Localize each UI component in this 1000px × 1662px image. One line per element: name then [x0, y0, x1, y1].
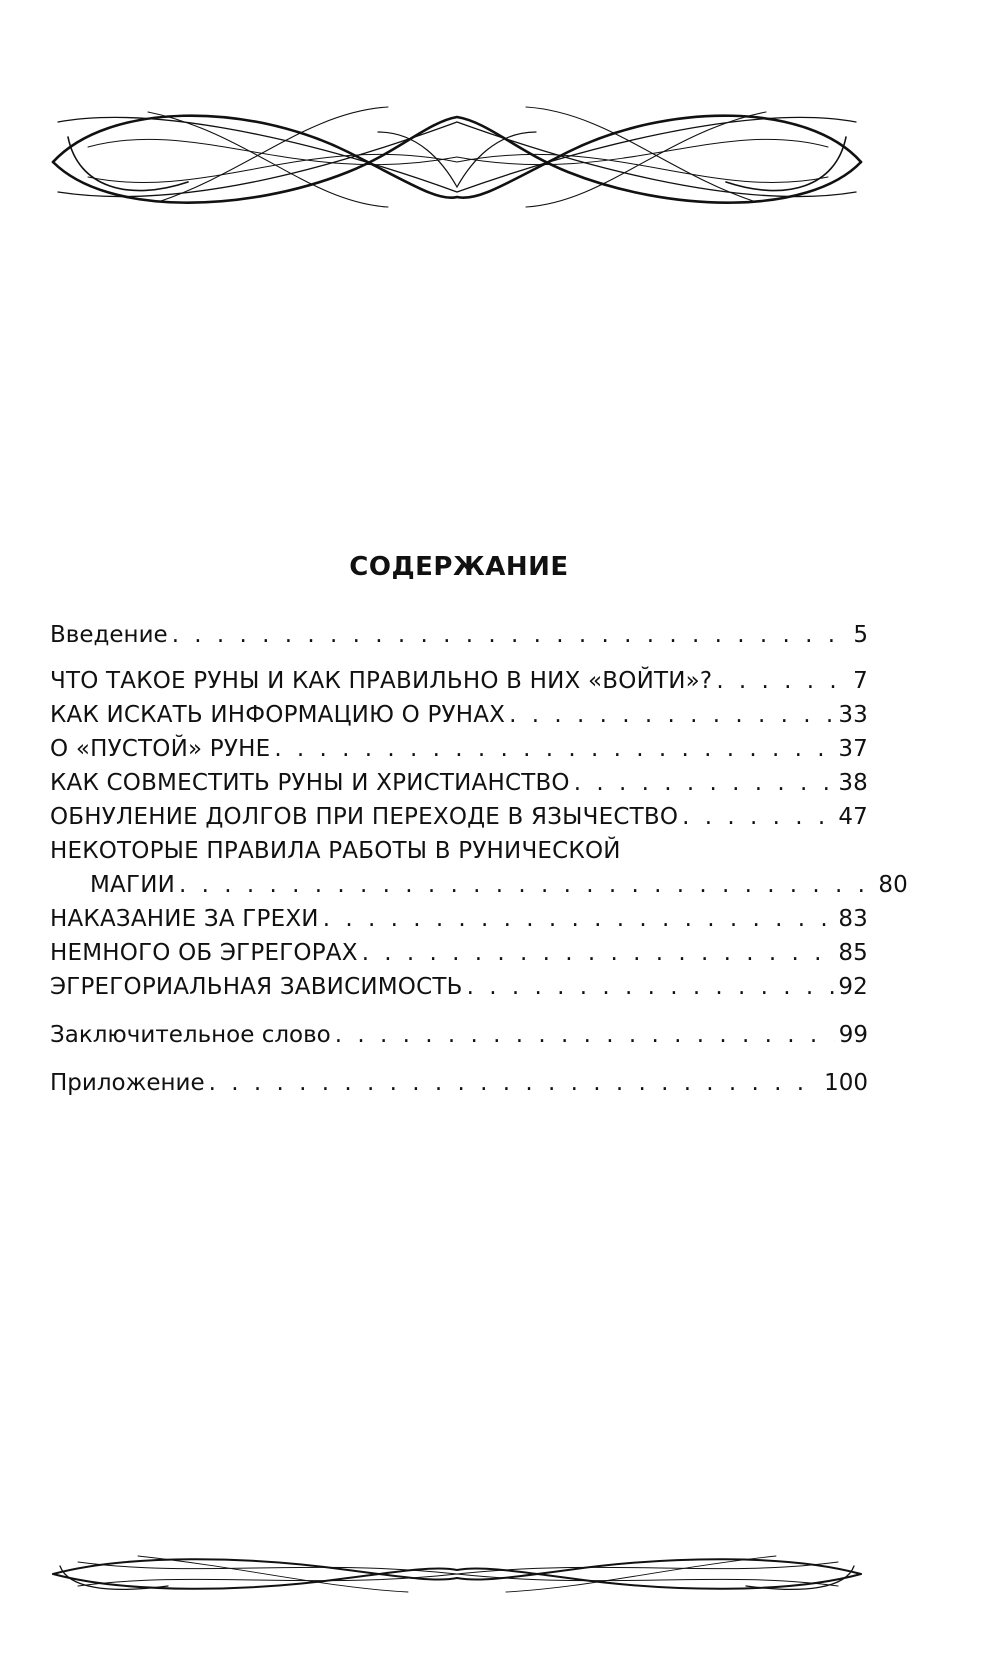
dot-leader	[362, 938, 835, 968]
toc-item-title: ЭГРЕГОРИАЛЬНАЯ ЗАВИСИМОСТЬ	[50, 974, 463, 1000]
toc-item-9[interactable]	[50, 972, 868, 1002]
toc-item-page: 92	[838, 974, 868, 1000]
dot-leader	[323, 904, 835, 934]
toc-item-title: О «ПУСТОЙ» РУНЕ	[50, 736, 271, 762]
dot-leader	[209, 1068, 820, 1098]
toc-item-appendix[interactable]	[50, 1068, 868, 1098]
toc-item-title: НЕКОТОРЫЕ ПРАВИЛА РАБОТЫ В РУНИЧЕСКОЙ	[50, 838, 621, 864]
toc-item-3[interactable]	[50, 734, 868, 764]
toc-item-page: 47	[838, 804, 868, 830]
toc-item-title: ЧТО ТАКОЕ РУНЫ И КАК ПРАВИЛЬНО В НИХ «ВОЙТИ»?	[50, 668, 713, 694]
swirl-ornament-icon	[48, 92, 866, 220]
toc-item-page: 33	[838, 702, 868, 728]
top-ornament	[48, 92, 866, 220]
toc-item-title: КАК ИСКАТЬ ИНФОРМАЦИЮ О РУНАХ	[50, 702, 506, 728]
toc-item-title: НАКАЗАНИЕ ЗА ГРЕХИ	[50, 906, 319, 932]
dot-leader	[335, 1020, 835, 1050]
dot-leader	[179, 870, 874, 900]
toc-item-2[interactable]	[50, 700, 868, 730]
toc-item-6-line2[interactable]	[50, 870, 908, 900]
toc-item-title-continued: МАГИИ	[90, 872, 176, 898]
dot-leader	[716, 666, 849, 696]
dot-leader	[574, 768, 835, 798]
toc-item-title: КАК СОВМЕСТИТЬ РУНЫ И ХРИСТИАНСТВО	[50, 770, 570, 796]
toc-item-1[interactable]	[50, 666, 868, 696]
swirl-ornament-icon	[48, 1548, 866, 1600]
toc-item-page: 80	[878, 872, 908, 898]
toc-item-page: 83	[838, 906, 868, 932]
toc-item-title: Приложение	[50, 1070, 205, 1096]
dot-leader	[682, 802, 834, 832]
toc-item-title: Заключительное слово	[50, 1022, 331, 1048]
toc-item-page: 85	[838, 940, 868, 966]
toc-item-7[interactable]	[50, 904, 868, 934]
toc-item-page: 100	[824, 1070, 868, 1096]
dot-leader	[274, 734, 834, 764]
page-title: СОДЕРЖАНИЕ	[349, 552, 569, 582]
dot-leader	[467, 972, 835, 1002]
toc-item-page: 99	[838, 1022, 868, 1048]
toc-item-page: 7	[853, 668, 868, 694]
toc-item-page: 37	[838, 736, 868, 762]
toc-item-closing[interactable]	[50, 1020, 868, 1050]
bottom-ornament	[48, 1548, 866, 1600]
dot-leader	[509, 700, 834, 730]
toc-item-title: Введение	[50, 622, 168, 648]
toc-item-page: 5	[853, 622, 868, 648]
table-of-contents	[50, 620, 908, 1098]
dot-leader	[172, 620, 850, 650]
toc-item-6-line1[interactable]	[50, 836, 868, 866]
toc-item-title: ОБНУЛЕНИЕ ДОЛГОВ ПРИ ПЕРЕХОДЕ В ЯЗЫЧЕСТВО	[50, 804, 679, 830]
toc-item-8[interactable]	[50, 938, 868, 968]
toc-item-page: 38	[838, 770, 868, 796]
toc-item-intro[interactable]	[50, 620, 868, 650]
toc-item-4[interactable]	[50, 768, 868, 798]
toc-item-5[interactable]	[50, 802, 868, 832]
toc-item-title: НЕМНОГО ОБ ЭГРЕГОРАХ	[50, 940, 358, 966]
